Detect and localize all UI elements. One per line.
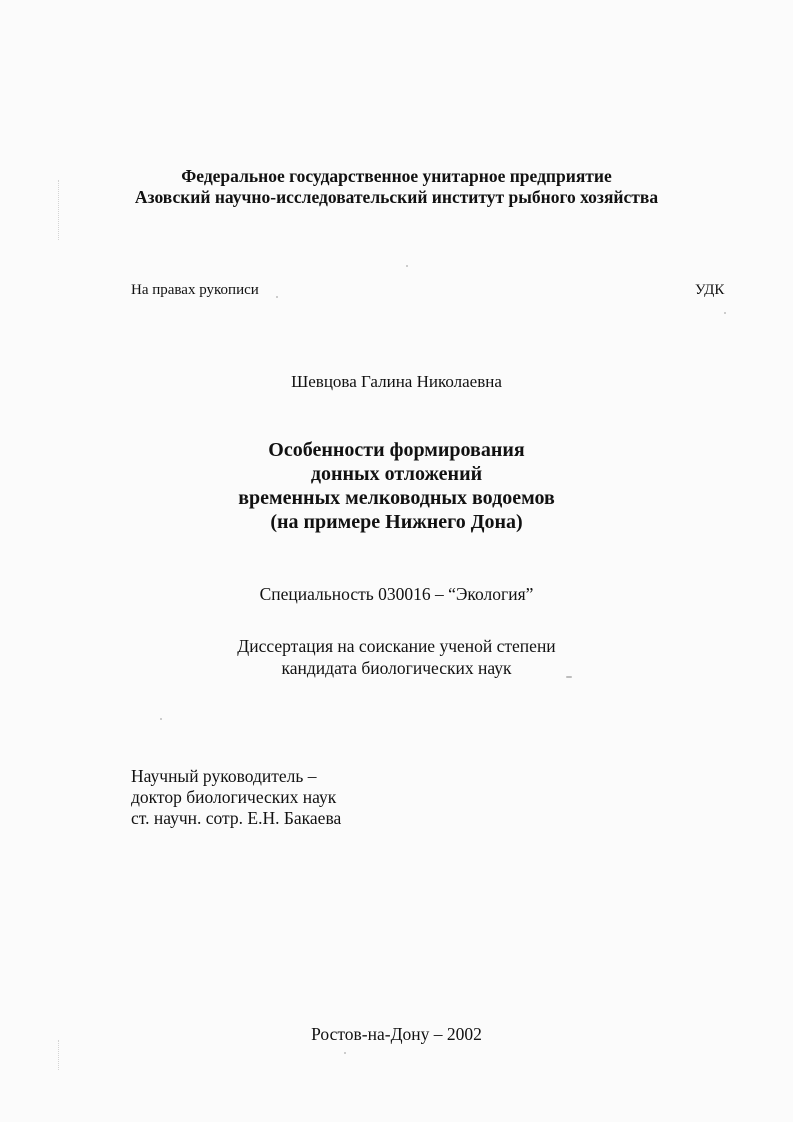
place-year: Ростов-на-Дону – 2002 bbox=[311, 1024, 482, 1044]
specialty: Специальность 030016 – “Экология” bbox=[259, 584, 534, 604]
title-line-2: донных отложений bbox=[310, 463, 483, 485]
scan-speck bbox=[724, 312, 726, 314]
title-line-3: временных мелководных водоемов bbox=[238, 487, 555, 509]
scan-speck bbox=[160, 718, 162, 720]
scan-speck bbox=[276, 296, 278, 298]
udc-label: УДК bbox=[695, 282, 725, 298]
scan-speck bbox=[406, 265, 408, 267]
supervisor-line-3: ст. научн. сотр. Е.Н. Бакаева bbox=[131, 808, 342, 828]
scan-speck bbox=[344, 1052, 346, 1054]
organization-line-2: Азовский научно-исследовательский институт рыбного хозяйства bbox=[134, 187, 659, 207]
title-line-4: (на примере Нижнего Дона) bbox=[270, 511, 523, 533]
title-line-1: Особенности формирования bbox=[268, 439, 525, 461]
supervisor-line-2: доктор биологических наук bbox=[131, 787, 337, 807]
manuscript-note: На правах рукописи bbox=[131, 282, 259, 298]
dissertation-line-2: кандидата биологических наук bbox=[281, 658, 512, 678]
organization-line-1: Федеральное государственное унитарное предприятие bbox=[181, 166, 612, 186]
dissertation-line-1: Диссертация на соискание ученой степени bbox=[237, 636, 556, 656]
author-name: Шевцова Галина Николаевна bbox=[291, 372, 502, 391]
supervisor-line-1: Научный руководитель – bbox=[131, 766, 317, 786]
